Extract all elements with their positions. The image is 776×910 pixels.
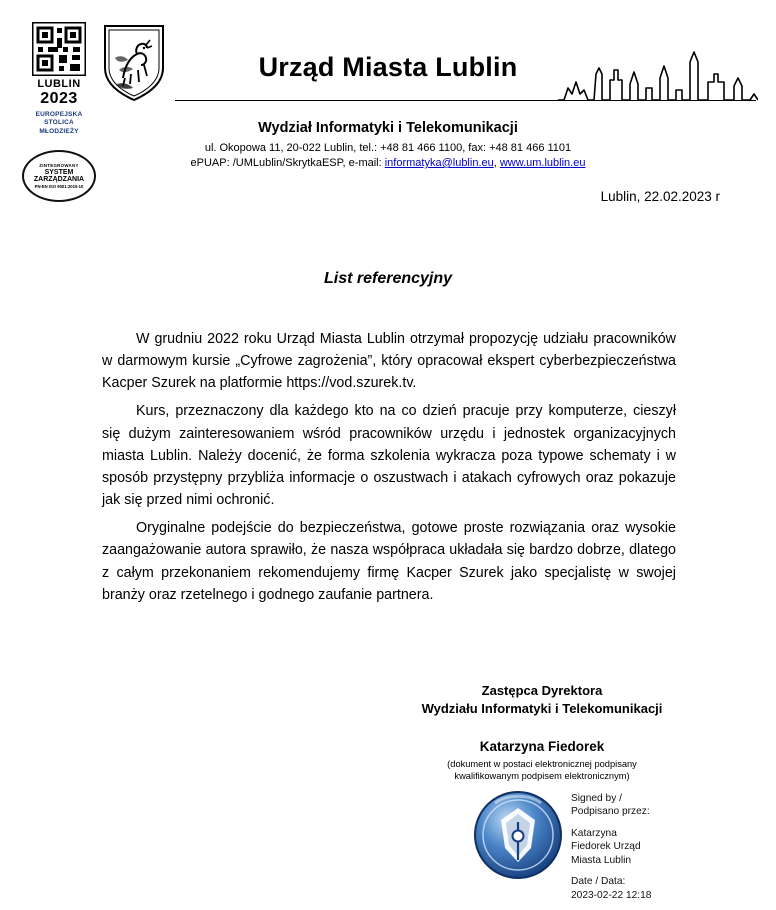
paragraph-1: W grudniu 2022 roku Urząd Miasta Lublin otrzymał propozycję udziału pracowników w darmowym kursie „Cyfrowe zagrożenia”, który opracował ekspert cyberbezpieczeństwa Kacper Szurek na platformie https://vod.szurek.tv. <box>102 331 676 392</box>
signature-stamp-text <box>571 792 651 910</box>
lublin-skyline-icon <box>558 44 758 102</box>
address-separator: , <box>493 157 500 169</box>
paragraph-2: Kurs, przeznaczony dla każdego kto na co dzień pracuje przy komputerze, cieszył się dużym zainteresowaniem wśród pracowników urzędu i jednostek organizacyjnych miasta Lublin. Należy docenić, że forma szkolenia wykracza poza typowe schematy i w sposób przystępny przybliża informacje o oszustwach i atakach cyfrowych oraz pokazuje jak się przed nimi ochronić. <box>102 403 676 509</box>
signature-note-line-1: (dokument w postaci elektronicznej podpisany <box>447 759 637 770</box>
signer-role-line-2: Wydziału Informatyki i Telekomunikacji <box>421 700 663 716</box>
signed-by-line-1: Signed by / <box>571 793 622 804</box>
electronic-signature-stamp <box>473 790 763 901</box>
iso-seal-top-text: ZINTEGROWANY <box>39 162 79 168</box>
signature-note <box>380 758 704 782</box>
signer-name: Katarzyna Fiedorek <box>479 739 605 755</box>
document-title: List referencyjny <box>323 270 453 287</box>
lublin-logo-subtitle-line-2: STOLICA <box>44 119 74 127</box>
signer-role <box>380 682 704 717</box>
lublin-logo-name: LUBLIN <box>37 78 81 90</box>
iso-seal-bottom-text: PN-EN ISO 9001:2015-10 <box>34 184 84 190</box>
email-link[interactable]: informatyka@lublin.eu <box>384 157 494 169</box>
iso-seal-main-line-1: SYSTEM <box>44 168 74 176</box>
signer-identity-line-2: Fiedorek Urząd <box>571 841 641 853</box>
lublin-logo-subtitle-line-1: EUROPEJSKA <box>35 111 83 119</box>
iso-seal-main-text <box>34 169 84 184</box>
iso-seal-main-line-2: ZARZĄDZANIA <box>33 176 85 184</box>
signer-identity-line-3: Miasta Lublin <box>571 854 632 866</box>
signer-identity-line-1: Katarzyna <box>571 827 617 839</box>
signature-date-group <box>571 875 651 902</box>
lublin-logo-subtitle-line-3: MŁODZIEŻY <box>39 127 79 135</box>
signature-badge-icon <box>473 790 563 880</box>
signature-date-value: 2023-02-22 12:18 <box>571 889 652 901</box>
department-name: Wydział Informatyki i Telekomunikacji <box>258 120 518 136</box>
lublin-logo-year: 2023 <box>40 89 78 107</box>
signer-role-line-1: Zastępca Dyrektora <box>481 683 603 698</box>
document-header <box>0 0 776 190</box>
place-and-date: Lublin, 22.02.2023 r <box>600 189 720 204</box>
address-line-2 <box>0 157 776 169</box>
signature-block <box>380 682 704 782</box>
signature-date-label: Date / Data: <box>571 876 626 888</box>
signed-by-line-2: Podpisano przez: <box>571 806 650 818</box>
organization-title: Urząd Miasta Lublin <box>258 52 518 82</box>
signer-identity-group <box>571 827 651 867</box>
address-line-1: ul. Okopowa 11, 20-022 Lublin, tel.: +48 81 466 1100, fax: +48 81 466 1101 <box>204 142 572 154</box>
letter-body <box>102 328 676 612</box>
paragraph-3: Oryginalne podejście do bezpieczeństwa, gotowe proste rozwiązania oraz wysokie zaangażowanie autora sprawiło, że nasza współpraca układała się bardzo dobrze, dlatego z całym przekonaniem rekomendujemy firmę Kacper Szurek jako specjalistę w swojej branży oraz rzetelnego i godnego zaufanie partnera. <box>102 520 676 603</box>
website-link[interactable]: www.um.lublin.eu <box>499 157 586 169</box>
signature-note-line-2: kwalifikowanym podpisem elektronicznym) <box>454 771 630 782</box>
signed-by-group <box>571 792 651 819</box>
epuap-label: ePUAP: /UMLublin/SkrytkaESP, e-mail: <box>190 157 385 169</box>
